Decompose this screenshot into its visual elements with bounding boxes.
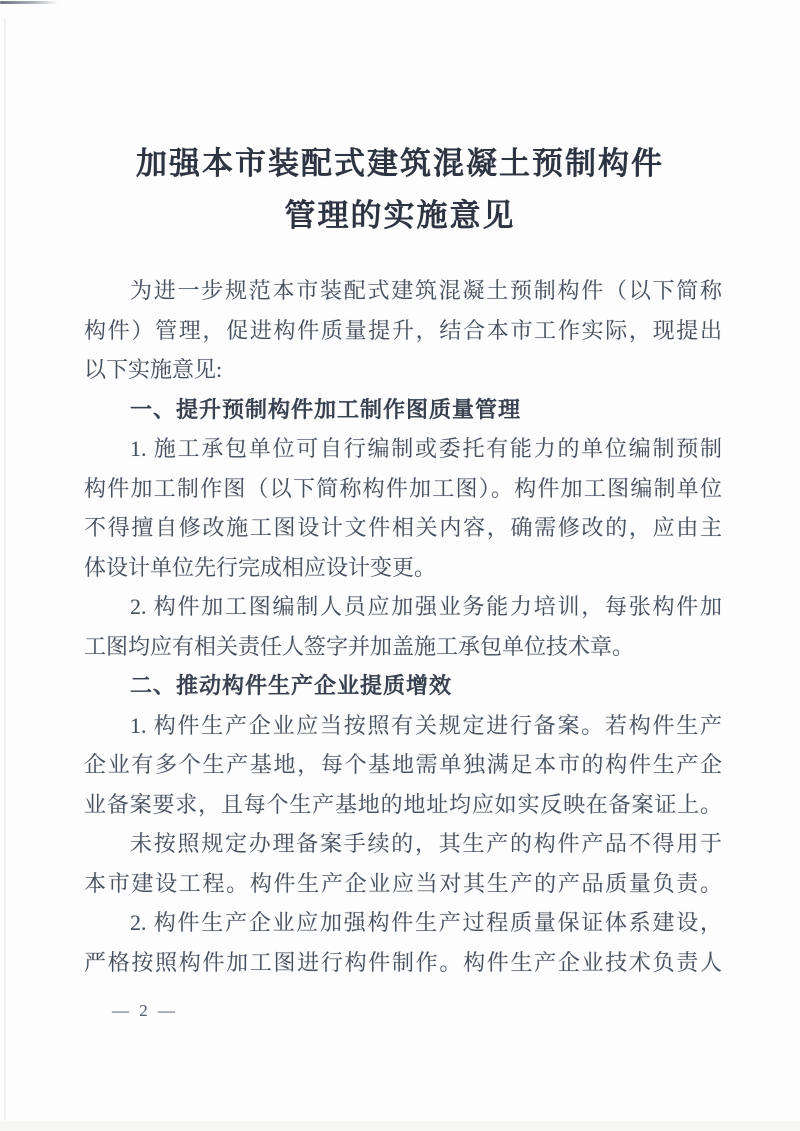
body-text-line: 体设计单位先行完成相应设计变更。 — [84, 554, 437, 580]
document-body — [84, 271, 722, 982]
body-text-line: 本市建设工程。构件生产企业应当对其生产的产品质量负责。 — [84, 870, 722, 896]
body-text-line: 企业有多个生产基地，每个基地需单独满足本市的构件生产企 — [84, 752, 722, 777]
body-text-line: 1. 施工承包单位可自行编制或委托有能力的单位编制预制 — [130, 436, 722, 461]
body-text-line: 工图均应有相关责任人签字并加盖施工承包单位技术章。 — [84, 633, 635, 659]
page-number: — 2 — — [112, 1001, 178, 1020]
body-text-line: 业备案要求，且每个生产基地的地址均应如实反映在备案证上。 — [84, 791, 722, 817]
document-title-line: 管理的实施意见 — [284, 198, 516, 233]
body-text-line: 构件加工制作图（以下简称构件加工图）。构件加工图编制单位 — [84, 475, 722, 501]
section-heading: 一、提升预制构件加工制作图质量管理 — [130, 396, 522, 422]
body-text-line: 构件）管理，促进构件质量提升，结合本市工作实际，现提出 — [84, 317, 722, 343]
body-text-line: 1. 构件生产企业应当按照有关规定进行备案。若构件生产 — [130, 712, 722, 738]
document-title-line: 加强本市装配式建筑混凝土预制构件 — [136, 146, 664, 181]
section-heading: 二、推动构件生产企业提质增效 — [130, 673, 453, 698]
document-title — [0, 138, 800, 242]
scan-artifact-bottom-edge — [0, 1121, 800, 1131]
body-text-line: 2. 构件加工图编制人员应加强业务能力培训，每张构件加 — [130, 594, 722, 619]
scan-artifact-top-edge — [0, 1, 58, 4]
body-text-line: 为进一步规范本市装配式建筑混凝土预制构件（以下简称 — [130, 278, 722, 303]
body-text-line: 未按照规定办理备案手续的，其生产的构件产品不得用于 — [130, 831, 722, 856]
body-text-line: 不得擅自修改施工图设计文件相关内容，确需修改的，应由主 — [84, 515, 722, 540]
body-text-line: 以下实施意见: — [84, 357, 223, 382]
body-text-line: 2. 构件生产企业应加强构件生产过程质量保证体系建设， — [130, 910, 722, 935]
body-text-line: 严格按照构件加工图进行构件制作。构件生产企业技术负责人 — [84, 949, 722, 975]
